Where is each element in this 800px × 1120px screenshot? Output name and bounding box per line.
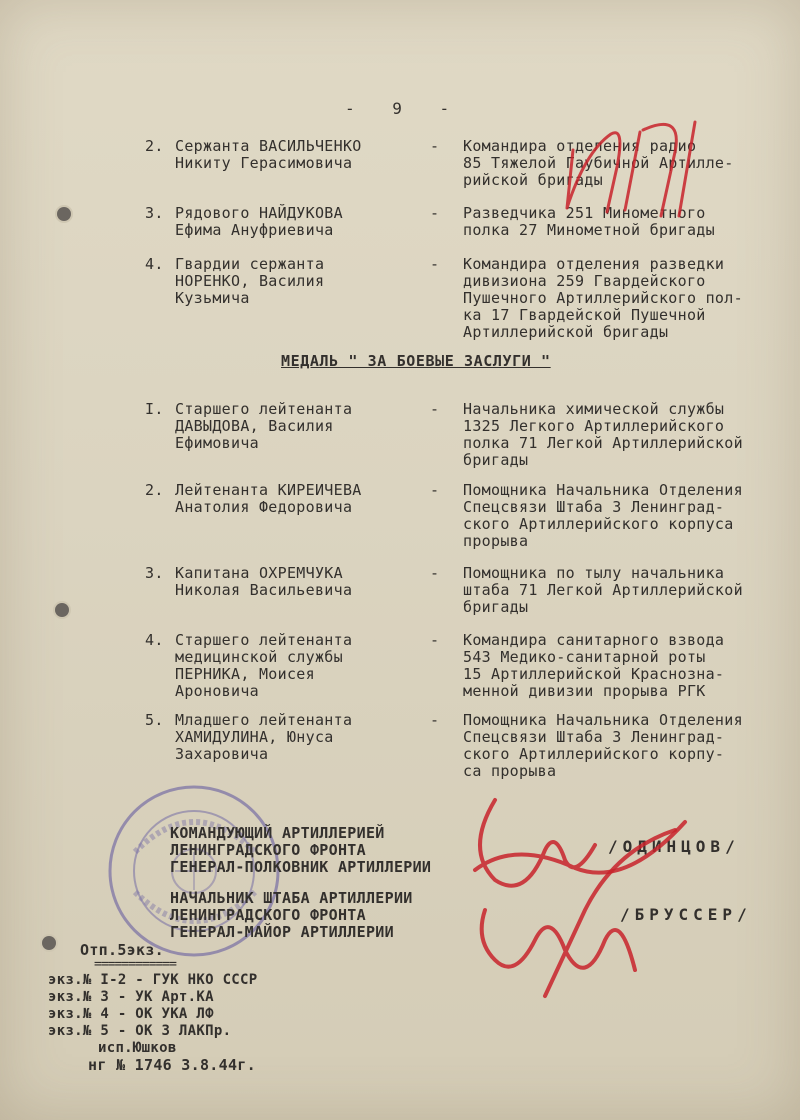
distribution-copy-line: экз.№ 4 - ОК УКА ЛФ (48, 1006, 214, 1022)
person-name-line: Гвардии сержанта (175, 255, 325, 273)
unit-line: полка 71 Легкой Артиллерийской (463, 434, 743, 452)
person-name-line: Никиту Герасимовича (175, 154, 353, 172)
person-name-line: Захаровича (175, 745, 269, 763)
person-name-line: медицинской службы (175, 648, 343, 666)
person-name-line: Капитана ОХРЕМЧУКА (175, 564, 343, 582)
person-name (175, 256, 324, 307)
punch-hole (55, 603, 69, 617)
distribution-copy-line: экз.№ I-2 - ГУК НКО СССР (48, 972, 258, 988)
person-name-line: ХАМИДУЛИНА, Юнуса (175, 728, 334, 746)
entry-number: 3. (145, 204, 164, 222)
unit-description (463, 565, 743, 616)
unit-line: рийской бригады (463, 171, 603, 189)
distribution-copy-line: экз.№ 5 - ОК 3 ЛАКПр. (48, 1023, 232, 1039)
unit-line: Артиллерийской бригады (463, 323, 669, 341)
entry-dash: - (430, 481, 440, 499)
unit-line: полка 27 Минометной бригады (463, 221, 715, 239)
distribution-copies (48, 972, 258, 1040)
entry-number: 2. (145, 137, 164, 155)
unit-line: ского Артиллерийского корпуса (463, 515, 734, 533)
person-name-line: Николая Васильевича (175, 581, 353, 599)
signature-title-line: НАЧАЛЬНИК ШТАБА АРТИЛЛЕРИИ (170, 889, 413, 907)
unit-line: 85 Тяжелой Гаубичной Артилле- (463, 154, 734, 172)
unit-description (463, 482, 743, 550)
person-name (175, 712, 352, 763)
unit-line: Помощника Начальника Отделения (463, 711, 743, 729)
unit-line: Командира санитарного взвода (463, 631, 725, 649)
unit-line: ского Артиллерийского корпу- (463, 745, 725, 763)
unit-line: 1325 Легкого Артиллерийского (463, 417, 725, 435)
red-pencil-annotation (555, 112, 725, 222)
registration-line: нг № 1746 3.8.44г. (88, 1056, 256, 1074)
person-name-line: Лейтенанта КИРЕИЧЕВА (175, 481, 362, 499)
unit-line: Разведчика 251 Минометного (463, 204, 706, 222)
commander-handwritten-signature (455, 790, 695, 1000)
person-name (175, 401, 352, 452)
entry-dash: - (430, 711, 440, 729)
signature-title-line: ГЕНЕРАЛ-МАЙОР АРТИЛЛЕРИИ (170, 923, 394, 941)
entry-dash: - (430, 631, 440, 649)
entry-number: 3. (145, 564, 164, 582)
unit-line: Помощника Начальника Отделения (463, 481, 743, 499)
person-name-line: Рядового НАЙДУКОВА (175, 204, 343, 222)
person-name-line: Ароновича (175, 682, 259, 700)
unit-line: штаба 71 Легкой Артиллерийской (463, 581, 743, 599)
person-name-line: Старшего лейтенанта (175, 400, 353, 418)
distribution-copy-line: экз.№ 3 - УК Арт.КА (48, 989, 214, 1005)
unit-line: ка 17 Гвардейской Пушечной (463, 306, 706, 324)
entry-dash: - (430, 564, 440, 582)
person-name (175, 565, 352, 599)
punch-hole (42, 936, 56, 950)
person-name-line: Старшего лейтенанта (175, 631, 353, 649)
unit-description (463, 632, 724, 700)
person-name-line: Анатолия Федоровича (175, 498, 353, 516)
person-name-line: НОРЕНКО, Василия (175, 272, 325, 290)
distribution-underline: ============ (94, 957, 176, 972)
entry-number: I. (145, 400, 164, 418)
signature-title-line: ЛЕНИНГРАДСКОГО ФРОНТА (170, 841, 366, 859)
unit-line: Командира отделения радио (463, 137, 697, 155)
entry-dash: - (430, 137, 440, 155)
unit-line: Помощника по тылу начальника (463, 564, 725, 582)
unit-line: дивизиона 259 Гвардейского (463, 272, 706, 290)
person-name-line: Ефимовича (175, 434, 259, 452)
person-name-line: Младшего лейтенанта (175, 711, 353, 729)
commander-name: /ОДИНЦОВ/ (608, 837, 740, 856)
unit-line: Командира отделения разведки (463, 255, 725, 273)
unit-description (463, 256, 743, 341)
signature-title (170, 890, 413, 941)
unit-line: 15 Артиллерийской Краснозна- (463, 665, 725, 683)
signature-title-line: КОМАНДУЮЩИЙ АРТИЛЛЕРИЕЙ (170, 824, 385, 842)
entry-dash: - (430, 255, 440, 273)
entry-number: 2. (145, 481, 164, 499)
signature-title-line: ГЕНЕРАЛ-ПОЛКОВНИК АРТИЛЛЕРИИ (170, 858, 432, 876)
person-name (175, 632, 352, 700)
unit-line: Спецсвязи Штаба 3 Ленинград- (463, 728, 725, 746)
unit-line: бригады (463, 598, 529, 616)
unit-line: Начальника химической службы (463, 400, 725, 418)
unit-description (463, 401, 743, 469)
punch-hole (57, 207, 71, 221)
entry-number: 4. (145, 631, 164, 649)
unit-line: прорыва (463, 532, 529, 550)
entry-number: 4. (145, 255, 164, 273)
person-name (175, 482, 362, 516)
unit-line: бригады (463, 451, 529, 469)
signature-title (170, 825, 431, 876)
unit-line: Пушечного Артиллерийского пол- (463, 289, 743, 307)
unit-line: са прорыва (463, 762, 557, 780)
person-name-line: Кузьмича (175, 289, 250, 307)
unit-line: менной дивизии прорыва РГК (463, 682, 706, 700)
entry-dash: - (430, 204, 440, 222)
entry-number: 5. (145, 711, 164, 729)
unit-line: 543 Медико-санитарной роты (463, 648, 706, 666)
section-heading: МЕДАЛЬ " ЗА БОЕВЫЕ ЗАСЛУГИ " (281, 352, 551, 370)
entry-dash: - (430, 400, 440, 418)
chief-of-staff-name: /БРУССЕР/ (620, 905, 752, 924)
person-name (175, 205, 343, 239)
person-name-line: Сержанта ВАСИЛЬЧЕНКО (175, 137, 362, 155)
person-name-line: ДАВЫДОВА, Василия (175, 417, 334, 435)
page-number: - 9 - (345, 99, 464, 118)
distribution-header: Отп.5экз. (80, 941, 164, 959)
unit-line: Спецсвязи Штаба 3 Ленинград- (463, 498, 725, 516)
signature-title-line: ЛЕНИНГРАДСКОГО ФРОНТА (170, 906, 366, 924)
executor-line: исп.Юшков (98, 1040, 177, 1056)
person-name-line: ПЕРНИКА, Моисея (175, 665, 315, 683)
person-name-line: Ефима Ануфриевича (175, 221, 334, 239)
unit-description (463, 712, 743, 780)
person-name (175, 138, 362, 172)
